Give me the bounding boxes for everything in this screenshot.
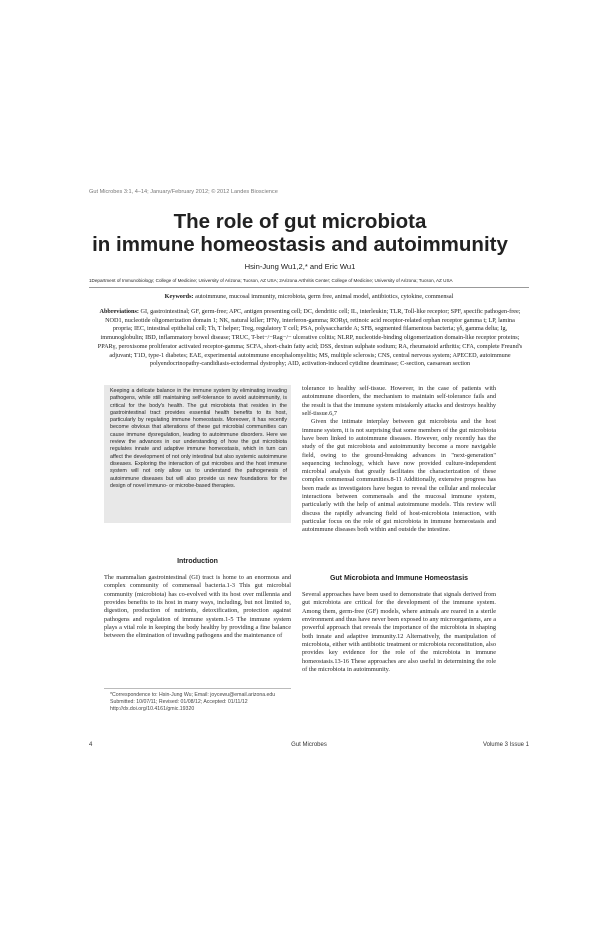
footer-journal: Gut Microbes xyxy=(291,742,327,748)
abbreviations-label: Abbreviations: xyxy=(99,308,139,315)
introduction-heading: Introduction xyxy=(177,558,218,565)
footnote-divider xyxy=(104,688,291,689)
page-number: 4 xyxy=(89,742,93,748)
footnotes xyxy=(110,692,290,713)
abbreviations-text: GI, gastrointestinal; GF, germ-free; APC, antigen presenting cell; DC, dendritic cell; IL, interleukin; TLR, Toll-like receptor; SPF, specific pathogen-free; NOD1, nucleotide oligomerization domain 1; NK, natural killer; IFNγ, interferon-gamma; RORγt, retinoic acid receptor-related orphan receptor gamma t; LP, lamina propria; IEC, intestinal epithelial cell; Th, T helper; Treg, regulatory T cell; PSA, polysaccharide A; SFB, segmented filamentous bacteria; γδ, gamma delta; Ig, immunoglobulin; IBD, inflammatory bowel disease; TRUC, T-bet−/−Rag−/− ulcerative colitis; NLRP, nucleotide-binding oligomerization domain-like receptor proteins; PPARγ, peroxisome proliferator activated receptor-gamma; SCFA, short-chain fatty acid; DSS, dextran sulphate sodium; RA, rheumatoid arthritis; CFA, complete Freund's adjuvant; T1D, type-1 diabetes; EAE, experimental autoimmune encephalomyelitis; MS, multiple sclerosis; CNS, central nervous system; APECED, autoimmune polyendocrinopathy-candidiasis-ectodermal dystrophy; AID, activation-induced cytidine deaminase; C-section, caesarean section xyxy=(97,308,523,368)
footer-issue: Volume 3 Issue 1 xyxy=(482,742,529,748)
authors: Hsin-Jung Wu1,2,* and Eric Wu1 xyxy=(244,262,356,271)
abstract: Keeping a delicate balance in the immune system by eliminating invading pathogens, while still maintaining self-tolerance to avoid autoimmunity, is critical for the body's health. The gut microbiota that resides in the gastrointestinal tract provides essential health benefits to its host, particularly by regulating immune homeostasis. Moreover, it has recently become obvious that alterations of these gut microbial communities can cause immune dysregulation, leading to autoimmune disorders. Here we review the advances in our understanding of how the gut microbiota regulates innate and adaptive immune homeostasis, which in turn can affect the development of not only intestinal but also systemic autoimmune diseases. Exploring the interaction of gut microbes and the host immune system will not only allow us to understand the pathogenesis of autoimmune diseases but will also provide us new foundations for the design of novel immuno- or microbe-based therapies. xyxy=(110,388,287,489)
doi-link[interactable]: http://dx.doi.org/10.4161/gmic.19320 xyxy=(110,706,195,712)
right-column-top xyxy=(302,385,496,535)
keywords xyxy=(89,293,529,301)
intro-paragraph-1: The mammalian gastrointestinal (GI) tract is home to an enormous and complex community of commensal bacteria.1-3 This gut microbial community (microbiota) has co-evolved with its host over millennia and provides benefits to its host in many ways, including, but not limited to, digestion, production of nutrients, detoxification, protection against pathogens and regulation of immune system.1-5 The immune system plays a vital role in keeping the body healthy by providing a fine balance between the elimination of invading pathogens and the maintenance of xyxy=(104,574,291,640)
right-paragraph-3: Several approaches have been used to demonstrate that signals derived from gut microbiota are critical for the development of the immune system. Among them, germ-free (GF) models, where animals are reared in a sterile environment and thus have never been exposed to any microorganisms, are a powerful approach that reveals the importance of the microbiota in shaping both innate and adaptive immunity.12 Alternatively, the manipulation of microbiota, either with antibiotic treatment or microbiota reconstitution, also provides key evidence for the role of the microbiota in immune homeostasis.13-16 These approaches are also useful in determining the role of the microbiota in autoimmunity. xyxy=(302,591,496,673)
abbreviations xyxy=(95,308,525,369)
article-title xyxy=(60,210,540,256)
affiliations: 1Department of Immunobiology; College of Medicine; University of Arizona; Tucson, AZ USA; 2Arizona Arthritis Center; College of Medicine; University of Arizona; Tucson, AZ USA xyxy=(89,278,453,283)
keywords-label: Keywords: xyxy=(164,293,194,300)
keywords-text: autoimmune, mucosal immunity, microbiota, germ free, animal model, antibiotics, cytokine, commensal xyxy=(195,293,454,300)
correspondence-note: *Correspondence to: Hsin-Jung Wu; Email: joycewu@email.arizona.edu xyxy=(110,692,276,698)
submission-dates: Submitted: 10/07/11; Revised: 01/08/12; Accepted: 01/11/12 xyxy=(110,699,248,705)
gut-microbiota-heading: Gut Microbiota and Immune Homeostasis xyxy=(329,575,469,582)
title-line-2: in immune homeostasis and autoimmunity xyxy=(92,233,508,256)
running-head: Gut Microbes 3:1, 4–14; January/February 2012; © 2012 Landes Bioscience xyxy=(89,189,278,195)
header-divider xyxy=(89,287,529,288)
right-column-bottom xyxy=(302,591,496,674)
right-paragraph-1: tolerance to healthy self-tissue. However, in the case of patients with autoimmune disorders, the mechanism to maintain self-tolerance fails and the result is that the immune system mistakenly attacks and destroys healthy self-tissue.6,7 xyxy=(302,385,496,417)
title-line-1: The role of gut microbiota xyxy=(173,210,427,233)
right-paragraph-2: Given the intimate interplay between gut microbiota and the host immune system, it is not surprising that some members of the gut microbiota have been linked to autoimmune diseases. However, only recently has the study of the gut microbiota and autoimmunity become a more navigable field, owing to the ground-breaking advances in "next-generation" sequencing technology, which have now provided culture-independent microbial analysis that greatly facilitates the characterization of these complex commensal communities.8-11 Additionally, extensive progress has been made as investigators have begun to reveal the cellular and molecular interactions between commensals and the mucosal immune system, particularly with the help of animal autoimmune models. This review will discuss the rapidly advancing field of host-microbiota interaction, with particular focus on the role of gut microbiota in immune homeostasis and autoimmune diseases both within and outside the intestine. xyxy=(302,418,496,534)
introduction-body xyxy=(104,574,291,641)
